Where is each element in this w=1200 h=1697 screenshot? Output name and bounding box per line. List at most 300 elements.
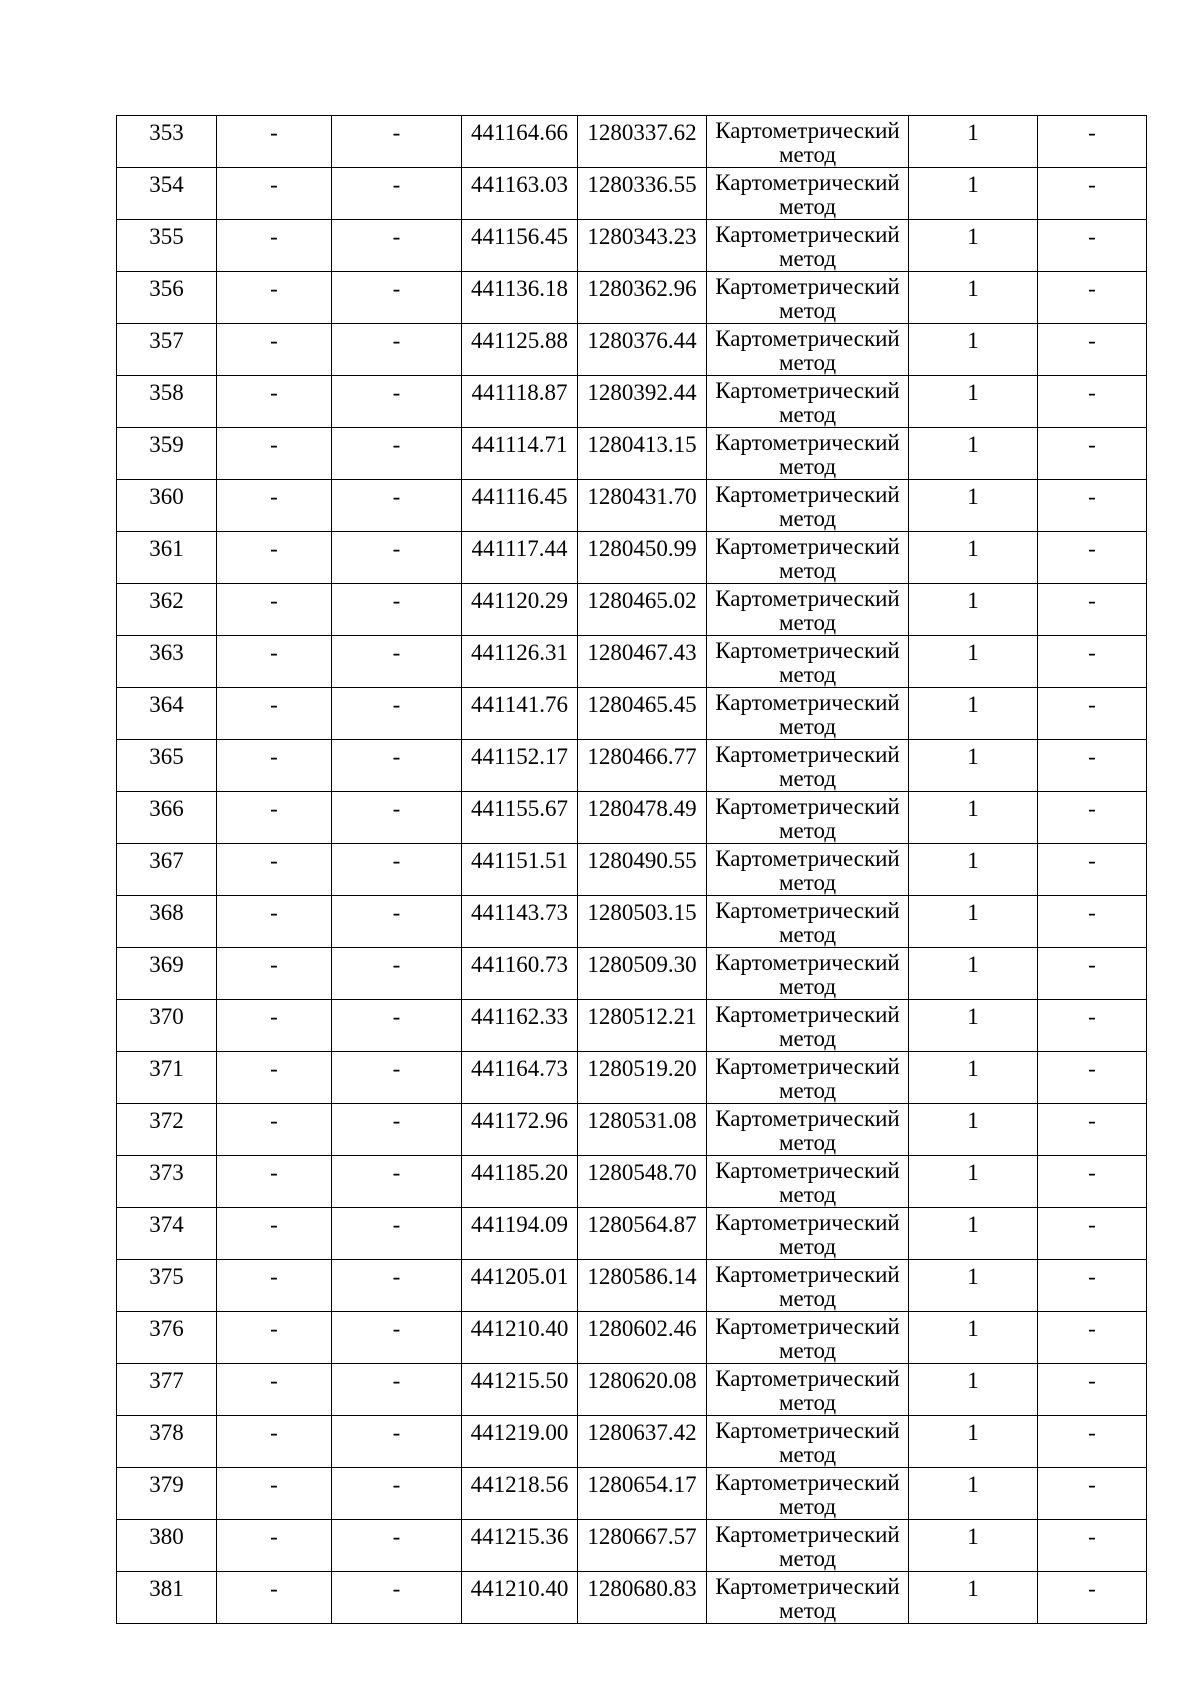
empty-value-text: - [1088, 1576, 1096, 1601]
point-number-text: 381 [149, 1576, 184, 1601]
accuracy-cell [909, 428, 1038, 480]
method-text [707, 584, 908, 635]
accuracy-text: 1 [967, 432, 979, 457]
point-number-text: 354 [149, 172, 184, 197]
table-row [117, 428, 1147, 480]
point-number-text: 373 [149, 1160, 184, 1185]
coordinate-y-cell [578, 1364, 707, 1416]
empty-value-cell [332, 1000, 462, 1052]
accuracy-text: 1 [967, 1316, 979, 1341]
point-number-text: 368 [149, 900, 184, 925]
table-row [117, 1052, 1147, 1104]
accuracy-text: 1 [967, 1160, 979, 1185]
point-number-text: 370 [149, 1004, 184, 1029]
point-number-cell [117, 1000, 217, 1052]
method-cell [707, 948, 909, 1000]
method-line-1: Картометрический [715, 1054, 900, 1079]
coordinate-y-cell [578, 1312, 707, 1364]
method-text [707, 1364, 908, 1415]
point-number-cell [117, 636, 217, 688]
empty-value-cell [217, 1520, 332, 1572]
accuracy-cell [909, 1312, 1038, 1364]
empty-value-text: - [1088, 536, 1096, 561]
method-cell [707, 220, 909, 272]
method-line-1: Картометрический [715, 898, 900, 923]
empty-value-cell [332, 272, 462, 324]
empty-value-text: - [392, 1420, 401, 1445]
empty-value-text: - [1088, 1160, 1096, 1185]
coordinate-y-text: 1280509.30 [587, 952, 697, 977]
empty-value-cell [1038, 636, 1147, 688]
coordinate-x-text: 441205.01 [470, 1264, 569, 1289]
coordinate-y-text: 1280466.77 [587, 744, 697, 769]
coordinate-x-cell [462, 532, 578, 584]
accuracy-text: 1 [967, 380, 979, 405]
table-row [117, 896, 1147, 948]
coordinate-x-cell [462, 584, 578, 636]
table-row [117, 480, 1147, 532]
coordinate-y-cell [578, 896, 707, 948]
method-cell [707, 324, 909, 376]
empty-value-cell [1038, 948, 1147, 1000]
point-number-cell [117, 688, 217, 740]
method-text [707, 168, 908, 219]
coordinate-y-cell [578, 1052, 707, 1104]
empty-value-cell [332, 220, 462, 272]
method-line-1: Картометрический [715, 1002, 900, 1027]
method-text [707, 1520, 908, 1571]
point-number-text: 367 [149, 848, 184, 873]
empty-value-text: - [270, 588, 278, 613]
empty-value-text: - [270, 1316, 278, 1341]
method-line-2: метод [778, 246, 837, 271]
empty-value-cell [332, 1364, 462, 1416]
coordinate-y-cell [578, 1208, 707, 1260]
method-cell [707, 792, 909, 844]
empty-value-cell [1038, 740, 1147, 792]
point-number-text: 355 [149, 224, 184, 249]
accuracy-text: 1 [967, 744, 979, 769]
coordinate-x-cell [462, 1104, 578, 1156]
coordinate-y-text: 1280667.57 [587, 1524, 697, 1549]
method-line-1: Картометрический [715, 1470, 900, 1495]
point-number-text: 362 [149, 588, 184, 613]
empty-value-cell [1038, 220, 1147, 272]
point-number-text: 366 [149, 796, 184, 821]
empty-value-text: - [392, 1056, 401, 1081]
accuracy-cell [909, 1416, 1038, 1468]
coordinate-x-cell [462, 1052, 578, 1104]
method-line-1: Картометрический [715, 482, 900, 507]
method-line-1: Картометрический [715, 690, 900, 715]
coordinate-y-cell [578, 220, 707, 272]
point-number-text: 375 [149, 1264, 184, 1289]
accuracy-cell [909, 1052, 1038, 1104]
empty-value-text: - [270, 900, 278, 925]
coordinate-y-cell [578, 1000, 707, 1052]
empty-value-text: - [270, 1472, 278, 1497]
empty-value-text: - [392, 640, 401, 665]
method-line-1: Картометрический [715, 794, 900, 819]
method-cell [707, 1364, 909, 1416]
empty-value-text: - [392, 120, 401, 145]
point-number-cell [117, 896, 217, 948]
empty-value-cell [332, 948, 462, 1000]
method-text [707, 896, 908, 947]
empty-value-cell [332, 1468, 462, 1520]
coordinate-x-cell [462, 1156, 578, 1208]
accuracy-text: 1 [967, 120, 979, 145]
empty-value-cell [217, 376, 332, 428]
table-row [117, 272, 1147, 324]
coordinate-y-cell [578, 948, 707, 1000]
coordinate-x-text: 441172.96 [471, 1108, 568, 1133]
coordinate-y-text: 1280586.14 [587, 1264, 697, 1289]
method-line-2: метод [778, 1130, 837, 1155]
point-number-cell [117, 1260, 217, 1312]
coordinate-x-text: 441117.44 [471, 536, 568, 561]
method-line-1: Картометрический [715, 1522, 900, 1547]
method-line-2: метод [778, 1494, 837, 1519]
accuracy-text: 1 [967, 1264, 979, 1289]
empty-value-text: - [1088, 328, 1096, 353]
coordinate-x-text: 441160.73 [471, 952, 568, 977]
coordinate-y-text: 1280450.99 [587, 536, 697, 561]
point-number-cell [117, 1364, 217, 1416]
empty-value-cell [1038, 480, 1147, 532]
method-cell [707, 896, 909, 948]
method-cell [707, 584, 909, 636]
coordinate-y-text: 1280602.46 [587, 1316, 697, 1341]
empty-value-text: - [270, 640, 278, 665]
empty-value-text: - [392, 536, 401, 561]
table-row [117, 1572, 1147, 1624]
coordinate-x-text: 441163.03 [471, 172, 568, 197]
coordinate-y-cell [578, 376, 707, 428]
coordinate-x-text: 441210.40 [470, 1576, 569, 1601]
empty-value-cell [332, 1416, 462, 1468]
coordinate-x-cell [462, 1260, 578, 1312]
table-row [117, 1260, 1147, 1312]
empty-value-text: - [270, 120, 278, 145]
table-row [117, 1104, 1147, 1156]
empty-value-cell [217, 740, 332, 792]
empty-value-cell [1038, 532, 1147, 584]
coordinate-x-text: 441215.36 [470, 1524, 569, 1549]
method-line-2: метод [778, 558, 837, 583]
empty-value-text: - [1088, 276, 1096, 301]
method-line-2: метод [778, 922, 837, 947]
point-number-cell [117, 168, 217, 220]
coordinate-y-text: 1280478.49 [587, 796, 697, 821]
coordinate-y-text: 1280336.55 [587, 172, 697, 197]
empty-value-cell [217, 324, 332, 376]
accuracy-text: 1 [967, 952, 979, 977]
accuracy-cell [909, 220, 1038, 272]
empty-value-text: - [1088, 1316, 1096, 1341]
empty-value-cell [217, 636, 332, 688]
point-number-cell [117, 480, 217, 532]
empty-value-text: - [270, 484, 278, 509]
coordinate-x-cell [462, 1572, 578, 1624]
coordinate-y-text: 1280376.44 [587, 328, 697, 353]
empty-value-cell [217, 1364, 332, 1416]
empty-value-text: - [270, 952, 278, 977]
coordinate-x-text: 441155.67 [471, 796, 568, 821]
method-line-1: Картометрический [715, 742, 900, 767]
method-text [707, 1416, 908, 1467]
accuracy-text: 1 [967, 172, 979, 197]
point-number-text: 372 [149, 1108, 184, 1133]
table-row [117, 116, 1147, 168]
point-number-cell [117, 792, 217, 844]
empty-value-cell [332, 480, 462, 532]
empty-value-cell [1038, 272, 1147, 324]
method-text [707, 1000, 908, 1051]
empty-value-cell [1038, 688, 1147, 740]
table-row [117, 376, 1147, 428]
point-number-text: 363 [149, 640, 184, 665]
method-line-1: Картометрический [715, 638, 900, 663]
empty-value-cell [1038, 896, 1147, 948]
empty-value-cell [217, 272, 332, 324]
coordinate-x-text: 441125.88 [471, 328, 568, 353]
empty-value-text: - [270, 1576, 278, 1601]
accuracy-text: 1 [967, 900, 979, 925]
empty-value-cell [1038, 584, 1147, 636]
method-text [707, 740, 908, 791]
method-text [707, 272, 908, 323]
coordinate-y-text: 1280490.55 [587, 848, 697, 873]
accuracy-cell [909, 688, 1038, 740]
table-row [117, 688, 1147, 740]
method-line-1: Картометрический [715, 534, 900, 559]
coordinates-table [116, 115, 1147, 1624]
empty-value-text: - [1088, 172, 1096, 197]
method-line-1: Картометрический [715, 118, 900, 143]
coordinate-x-text: 441210.40 [470, 1316, 569, 1341]
method-cell [707, 272, 909, 324]
point-number-text: 380 [149, 1524, 184, 1549]
empty-value-cell [332, 168, 462, 220]
method-line-2: метод [778, 1182, 837, 1207]
empty-value-text: - [1088, 1368, 1096, 1393]
point-number-text: 356 [149, 276, 184, 301]
point-number-text: 378 [149, 1420, 184, 1445]
point-number-cell [117, 1208, 217, 1260]
point-number-cell [117, 1156, 217, 1208]
empty-value-text: - [1088, 900, 1096, 925]
coordinate-y-cell [578, 688, 707, 740]
empty-value-cell [217, 792, 332, 844]
point-number-cell [117, 532, 217, 584]
empty-value-text: - [1088, 120, 1096, 145]
empty-value-text: - [1088, 1108, 1096, 1133]
coordinate-x-text: 441136.18 [471, 276, 568, 301]
method-line-1: Картометрический [715, 586, 900, 611]
empty-value-cell [1038, 1260, 1147, 1312]
coordinate-y-cell [578, 324, 707, 376]
coordinate-x-text: 441194.09 [471, 1212, 568, 1237]
point-number-cell [117, 1572, 217, 1624]
empty-value-cell [217, 168, 332, 220]
accuracy-cell [909, 324, 1038, 376]
point-number-cell [117, 1104, 217, 1156]
point-number-text: 365 [149, 744, 184, 769]
empty-value-text: - [392, 796, 401, 821]
empty-value-text: - [1088, 1004, 1096, 1029]
empty-value-text: - [270, 848, 278, 873]
table-row [117, 324, 1147, 376]
accuracy-text: 1 [967, 588, 979, 613]
empty-value-text: - [392, 1264, 401, 1289]
empty-value-text: - [270, 1212, 278, 1237]
empty-value-cell [332, 896, 462, 948]
empty-value-text: - [1088, 380, 1096, 405]
empty-value-cell [217, 1000, 332, 1052]
point-number-cell [117, 376, 217, 428]
coordinate-x-cell [462, 792, 578, 844]
empty-value-cell [1038, 376, 1147, 428]
empty-value-text: - [270, 224, 278, 249]
method-cell [707, 376, 909, 428]
empty-value-cell [217, 116, 332, 168]
method-line-2: метод [778, 870, 837, 895]
coordinate-y-text: 1280413.15 [587, 432, 697, 457]
empty-value-cell [332, 1260, 462, 1312]
empty-value-text: - [270, 1004, 278, 1029]
point-number-cell [117, 272, 217, 324]
method-cell [707, 1468, 909, 1520]
empty-value-text: - [270, 432, 278, 457]
point-number-text: 360 [149, 484, 184, 509]
empty-value-cell [217, 1312, 332, 1364]
coordinate-x-text: 441219.00 [470, 1420, 569, 1445]
accuracy-cell [909, 1000, 1038, 1052]
table-row [117, 532, 1147, 584]
empty-value-cell [217, 1104, 332, 1156]
accuracy-cell [909, 1208, 1038, 1260]
accuracy-cell [909, 1468, 1038, 1520]
accuracy-cell [909, 272, 1038, 324]
empty-value-cell [217, 1208, 332, 1260]
coordinate-x-text: 441151.51 [471, 848, 568, 873]
coordinate-y-cell [578, 428, 707, 480]
empty-value-text: - [392, 328, 401, 353]
method-line-1: Картометрический [715, 274, 900, 299]
table-row [117, 1156, 1147, 1208]
empty-value-text: - [392, 432, 401, 457]
empty-value-cell [1038, 116, 1147, 168]
method-line-2: метод [778, 1338, 837, 1363]
method-line-2: метод [778, 610, 837, 635]
accuracy-text: 1 [967, 1576, 979, 1601]
method-cell [707, 1312, 909, 1364]
accuracy-text: 1 [967, 796, 979, 821]
point-number-cell [117, 220, 217, 272]
empty-value-text: - [392, 1316, 401, 1341]
empty-value-text: - [270, 1524, 278, 1549]
method-cell [707, 636, 909, 688]
empty-value-cell [332, 532, 462, 584]
empty-value-text: - [392, 1472, 401, 1497]
empty-value-cell [217, 480, 332, 532]
empty-value-text: - [392, 1108, 401, 1133]
coordinate-y-text: 1280362.96 [587, 276, 697, 301]
method-text [707, 324, 908, 375]
method-text [707, 688, 908, 739]
empty-value-cell [217, 1052, 332, 1104]
method-cell [707, 480, 909, 532]
method-text [707, 636, 908, 687]
coordinate-x-cell [462, 376, 578, 428]
point-number-cell [117, 948, 217, 1000]
method-text [707, 220, 908, 271]
method-cell [707, 740, 909, 792]
coordinate-y-cell [578, 1572, 707, 1624]
method-text [707, 480, 908, 531]
empty-value-text: - [1088, 692, 1096, 717]
table-row [117, 584, 1147, 636]
empty-value-text: - [392, 848, 401, 873]
table-row [117, 220, 1147, 272]
empty-value-cell [1038, 428, 1147, 480]
empty-value-text: - [270, 1368, 278, 1393]
coordinate-x-cell [462, 116, 578, 168]
point-number-cell [117, 740, 217, 792]
accuracy-cell [909, 1156, 1038, 1208]
coordinate-y-text: 1280337.62 [587, 120, 697, 145]
empty-value-cell [217, 1416, 332, 1468]
coordinate-y-cell [578, 168, 707, 220]
coordinate-x-text: 441164.66 [471, 120, 568, 145]
accuracy-cell [909, 1364, 1038, 1416]
coordinate-y-cell [578, 636, 707, 688]
empty-value-cell [332, 324, 462, 376]
accuracy-cell [909, 636, 1038, 688]
empty-value-text: - [1088, 952, 1096, 977]
point-number-cell [117, 428, 217, 480]
empty-value-cell [217, 844, 332, 896]
table-row [117, 740, 1147, 792]
table-row [117, 948, 1147, 1000]
coordinate-x-cell [462, 272, 578, 324]
coordinate-x-cell [462, 1312, 578, 1364]
empty-value-cell [217, 532, 332, 584]
method-line-2: метод [778, 1546, 837, 1571]
method-line-1: Картометрический [715, 1262, 900, 1287]
empty-value-text: - [270, 1264, 278, 1289]
method-line-1: Картометрический [715, 1106, 900, 1131]
coordinate-x-cell [462, 324, 578, 376]
method-text [707, 948, 908, 999]
empty-value-text: - [1088, 588, 1096, 613]
empty-value-cell [332, 636, 462, 688]
empty-value-cell [332, 688, 462, 740]
table-row [117, 636, 1147, 688]
empty-value-cell [1038, 168, 1147, 220]
empty-value-cell [217, 428, 332, 480]
empty-value-cell [1038, 844, 1147, 896]
coordinate-x-cell [462, 428, 578, 480]
empty-value-cell [1038, 324, 1147, 376]
empty-value-text: - [270, 380, 278, 405]
method-line-2: метод [778, 714, 837, 739]
method-line-1: Картометрический [715, 170, 900, 195]
coordinate-x-cell [462, 1416, 578, 1468]
coordinate-x-text: 441215.50 [470, 1368, 569, 1393]
point-number-text: 359 [149, 432, 184, 457]
